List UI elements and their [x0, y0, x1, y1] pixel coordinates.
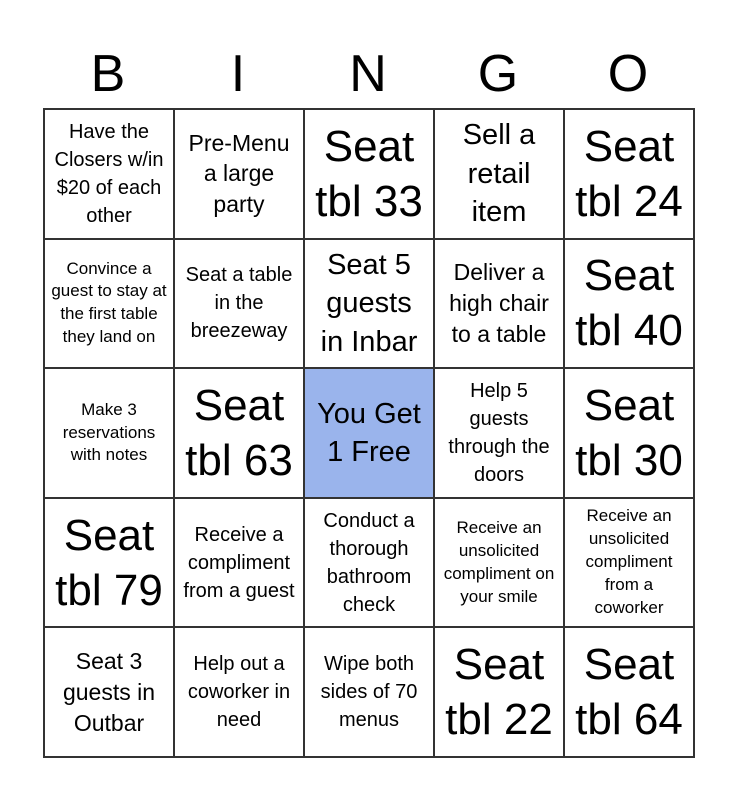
cell-text: Wipe both sides of 70 menus	[320, 653, 418, 732]
bingo-cell[interactable]	[434, 627, 564, 757]
cell-text: Receive a compliment from a guest	[183, 523, 295, 602]
bingo-header	[43, 40, 693, 108]
header-letter-n: N	[349, 45, 387, 103]
cell-text: Receive an unsolicited compliment on your smile	[443, 517, 555, 606]
cell-text: Seat tbl 79	[55, 510, 163, 615]
cell-text: Sell a retail item	[462, 119, 536, 228]
header-letter-g: G	[477, 45, 519, 103]
cell-text: Seat tbl 40	[575, 251, 683, 356]
bingo-cell[interactable]	[44, 239, 174, 369]
bingo-cell[interactable]	[174, 239, 304, 369]
bingo-cell[interactable]	[434, 368, 564, 498]
bingo-cell[interactable]	[174, 498, 304, 628]
bingo-cell[interactable]	[564, 239, 694, 369]
cell-text: Pre-Menu a large party	[188, 129, 290, 218]
free-space-cell[interactable]	[304, 368, 434, 498]
cell-text: Convince a guest to stay at the first table they land on	[51, 258, 167, 347]
header-letter-i: I	[230, 45, 246, 103]
bingo-board	[43, 108, 695, 758]
cell-text: Seat tbl 63	[185, 380, 293, 485]
cell-text: You Get 1 Free	[317, 397, 421, 468]
bingo-cell[interactable]	[304, 627, 434, 757]
bingo-cell[interactable]	[174, 109, 304, 239]
bingo-cell[interactable]	[44, 368, 174, 498]
bingo-cell[interactable]	[564, 109, 694, 239]
cell-text: Help out a coworker in need	[187, 653, 291, 732]
cell-text: Have the Closers w/in $20 of each other	[54, 120, 164, 227]
bingo-cell[interactable]	[44, 627, 174, 757]
bingo-cell[interactable]	[304, 498, 434, 628]
bingo-cell[interactable]	[174, 627, 304, 757]
cell-text: Seat a table in the breezeway	[185, 264, 293, 343]
bingo-cell[interactable]	[304, 109, 434, 239]
cell-text: Seat tbl 64	[575, 640, 683, 745]
bingo-cell[interactable]	[434, 239, 564, 369]
bingo-cell[interactable]	[564, 368, 694, 498]
cell-text: Receive an unsolicited compliment from a coworker	[585, 506, 673, 617]
cell-text: Deliver a high chair to a table	[449, 259, 549, 347]
bingo-cell[interactable]	[174, 368, 304, 498]
cell-text: Seat 5 guests in Inbar	[320, 248, 418, 358]
cell-text: Seat tbl 33	[315, 121, 423, 226]
cell-text: Make 3 reservations with notes	[62, 399, 156, 465]
bingo-cell[interactable]	[44, 498, 174, 628]
cell-text: Conduct a thorough bathroom check	[323, 509, 415, 616]
cell-text: Seat tbl 30	[575, 380, 683, 485]
bingo-cell[interactable]	[434, 498, 564, 628]
cell-text: Help 5 guests through the doors	[448, 379, 550, 486]
bingo-cell[interactable]	[44, 109, 174, 239]
header-letter-b: B	[90, 45, 126, 103]
bingo-cell[interactable]	[434, 109, 564, 239]
cell-text: Seat 3 guests in Outbar	[62, 647, 156, 736]
bingo-cell[interactable]	[564, 627, 694, 757]
bingo-cell[interactable]	[304, 239, 434, 369]
cell-text: Seat tbl 22	[445, 640, 553, 745]
cell-text: Seat tbl 24	[575, 121, 683, 226]
bingo-cell[interactable]	[564, 498, 694, 628]
header-letter-o: O	[607, 45, 649, 103]
